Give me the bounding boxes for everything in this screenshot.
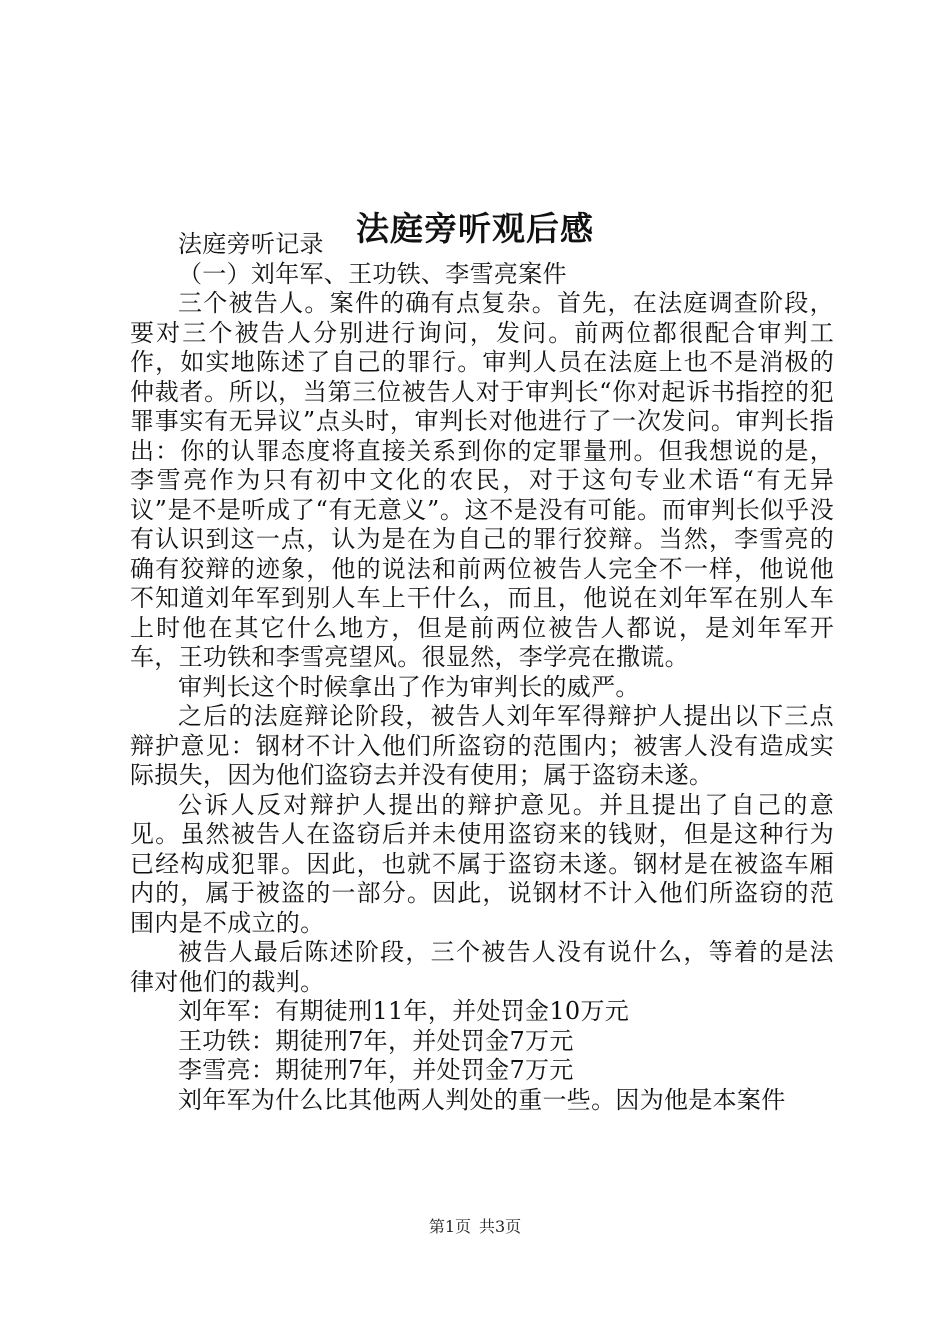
paragraph-defense-opinion: 之后的法庭辩论阶段，被告人刘年军得辩护人提出以下三点辩护意见：钢材不计入他们所盗窃的范围内；被害人没有造成实际损失，因为他们盗窃去并没有使用；属于盗窃未遂。 <box>130 702 834 789</box>
paragraph-sentence-liu: 刘年军：有期徒刑11年，并处罚金10万元 <box>178 997 630 1025</box>
paragraph-prosecutor-opinion: 公诉人反对辩护人提出的辩护意见。并且提出了自己的意见。虽然被告人在盗窃后并未使用盗窃来的钱财，但是这种行为已经构成犯罪。因此，也就不属于盗窃未遂。钢材是在被盗车厢内的，属于被盗的一部分。因此，说钢材不计入他们所盗窃的范围内是不成立的。 <box>130 790 834 937</box>
paragraph-court-investigation: 三个被告人。案件的确有点复杂。首先，在法庭调查阶段，要对三个被告人分别进行询问，发问。前两位都很配合审判工作，如实地陈述了自己的罪行。审判人员在法庭上也不是消极的仲裁者。所以，当第三位被告人对于审判长“你对起诉书指控的犯罪事实有无异议”点头时，审判长对他进行了一次发问。审判长指出：你的认罪态度将直接关系到你的定罪量刑。但我想说的是，李雪亮作为只有初中文化的农民，对于这句专业术语“有无异议”是不是听成了“有无意义”。这不是没有可能。而审判长似乎没有认识到这一点，认为是在为自己的罪行狡辩。当然，李雪亮的确有狡辩的迹象，他的说法和前两位被告人完全不一样，他说他不知道刘年军到别人车上干什么，而且，他说在刘年军在别人车上时他在其它什么地方，但是前两位被告人都说，是刘年军开车，王功铁和李雪亮望风。很显然，李学亮在撒谎。 <box>130 289 834 671</box>
document-body <box>130 230 834 1115</box>
paragraph-judge-authority: 审判长这个时候拿出了作为审判长的威严。 <box>178 672 640 701</box>
paragraph-sentence-wang: 王功铁：期徒刑7年，并处罚金7万元 <box>178 1026 574 1055</box>
document-title: 法庭旁听观后感 <box>356 209 594 249</box>
page-number: 第1页 <box>428 1217 471 1236</box>
paragraph-final-statement: 被告人最后陈述阶段，三个被告人没有说什么，等着的是法律对他们的裁判。 <box>130 938 834 996</box>
paragraph-record-heading: 法庭旁听记录 <box>178 230 324 258</box>
page-footer <box>0 1216 950 1238</box>
page-total: 共3页 <box>479 1217 522 1236</box>
paragraph-sentence-li: 李雪亮：期徒刑7年，并处罚金7万元 <box>178 1056 574 1084</box>
paragraph-reason: 刘年军为什么比其他两人判处的重一些。因为他是本案件 <box>178 1085 786 1114</box>
paragraph-case-heading: （一）刘年军、王功铁、李雪亮案件 <box>178 259 567 288</box>
